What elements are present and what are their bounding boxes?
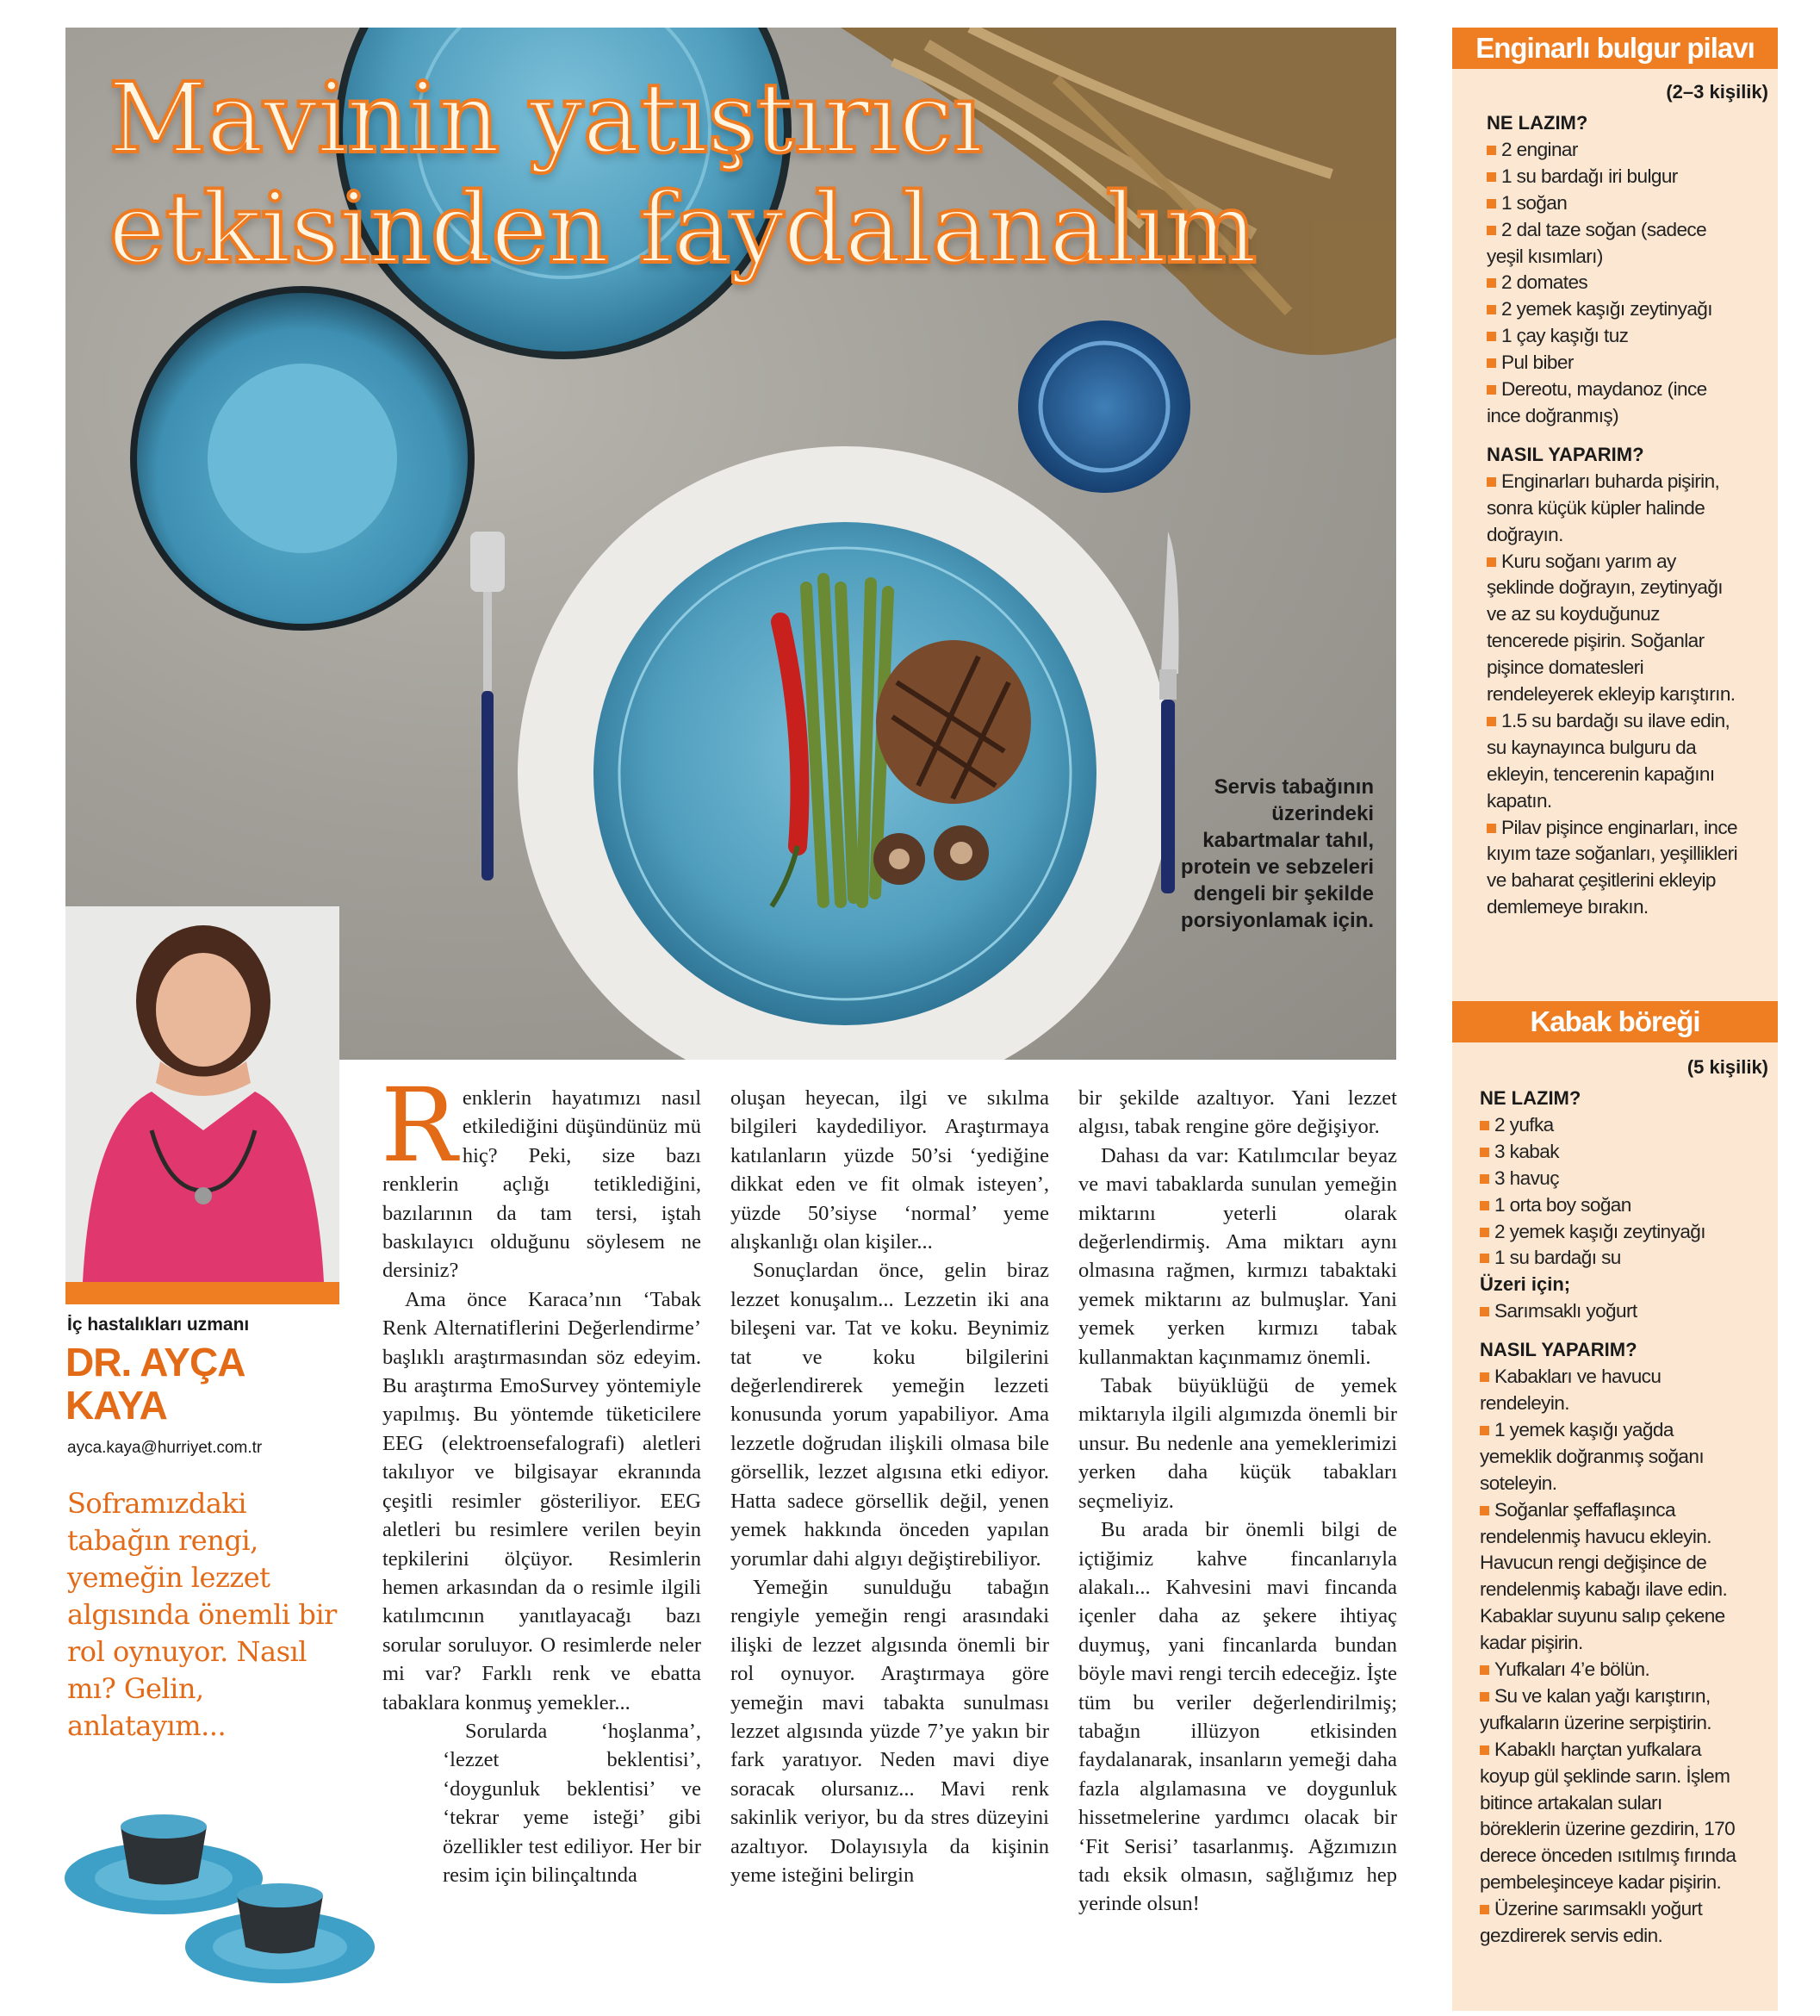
ingredient-item: 2 enginar — [1487, 137, 1745, 164]
step-item: Üzerine sarımsaklı yoğurt gezdirerek servis edin. — [1480, 1898, 1703, 1947]
article-column-2 — [730, 1084, 1049, 1889]
ingredient-item: 1 su bardağı su — [1480, 1245, 1738, 1272]
author-name: DR. AYÇA KAYA — [65, 1340, 244, 1428]
article-paragraph: Sonuçlardan önce, gelin biraz lezzet konuşalım... Lezzetin iki ana bileşeni var. Tat ve koku. Beynimiz tat ve koku bilgilerini değerlendirerek yemeğin lezzeti konusunda yorum yapabiliyor. Ama lezzetle doğrudan ilişkili olmasa bile görsellik, lezzet algısına etki ediyor. Hatta sadece görsellik değil, yenen yemek hakkında önceden yapılan yorumlar dahi algıyı değiştirebiliyor. — [730, 1259, 1049, 1571]
bullet-icon — [1487, 824, 1496, 833]
blue-glass — [1018, 320, 1190, 493]
bullet-icon — [1480, 1307, 1489, 1316]
recipe-2-servings: (5 kişilik) — [1686, 1056, 1768, 1078]
step-item: Kuru soğanı yarım ay şeklinde doğrayın, zeytinyağı ve az su koyduğunuz tencerede pişirin. Soğanlar pişince domatesleri rendeleyerek ekleyip karıştırın. — [1487, 550, 1736, 706]
bullet-icon — [1480, 1121, 1489, 1130]
ingredient-item: 1 su bardağı iri bulgur — [1487, 164, 1745, 190]
ingredient-item: 1 orta boy soğan — [1480, 1192, 1738, 1219]
ingredient-item: 3 kabak — [1480, 1139, 1738, 1166]
step-item: Enginarları buharda pişirin, sonra küçük küpler halinde doğrayın. — [1487, 470, 1720, 545]
bullet-icon — [1487, 557, 1496, 567]
blue-cups-photo — [60, 1775, 379, 2007]
bullet-icon — [1487, 358, 1496, 368]
bullet-icon — [1480, 1506, 1489, 1515]
recipe-2-body — [1480, 1086, 1738, 1950]
step-item: Soğanlar şeffaflaşınca rendelenmiş havucu ekleyin. Havucun rengi değişince de rendelenmiş kabağı ilave edin. Kabaklar suyunu salıp çekene kadar pişirin. — [1480, 1498, 1728, 1654]
topping-heading: Üzeri için; — [1480, 1273, 1571, 1296]
ingredient-item: 1 soğan — [1487, 190, 1745, 217]
ingredients-list — [1487, 137, 1745, 430]
headline-line-2: etkisinden faydalanalım — [109, 173, 1257, 285]
drop-cap: R — [381, 1066, 457, 1185]
fork — [470, 532, 505, 880]
topping-item: Sarımsaklı yoğurt — [1480, 1298, 1738, 1325]
bullet-icon — [1480, 1254, 1489, 1263]
article-paragraph: Sorularda ‘hoşlanma’, ‘lezzet beklentisi’, ‘doygunluk beklentisi’ ve ‘tekrar yeme isteği’ gibi özellikler test ediliyor. Her bir resim için bilinçaltında — [443, 1719, 701, 1887]
intro-blurb: Soframızdaki tabağın rengi, yemeğin lezzet algısında önemli bir rol oynuyor. Nasıl mı? Gelin, anlatayım... — [67, 1487, 337, 1742]
article-paragraph: Tabak büyüklüğü de yemek miktarıyla ilgili algımızda önemli bir unsur. Bu nedenle ana yemeklerimizi yerken daha küçük tabakları seçmeliyiz. — [1078, 1374, 1397, 1513]
author-accent-bar — [65, 1282, 339, 1304]
ingredient-item: 2 yemek kaşığı zeytinyağı — [1487, 296, 1745, 323]
bullet-icon — [1487, 278, 1496, 288]
bullet-icon — [1480, 1228, 1489, 1237]
bullet-icon — [1480, 1426, 1489, 1435]
ingredients-heading: NE LAZIM? — [1480, 1087, 1581, 1109]
article-paragraph: oluşan heyecan, ilgi ve sıkılma bilgileri kaydediliyor. Araştırmaya katılanların yüzde 50’si ‘yediğine dikkat eden ve fit olmak isteyen’, yüzde 50’siyse ‘normal’ yeme alışkanlığı olan kişiler... — [730, 1086, 1049, 1254]
bullet-icon — [1487, 199, 1496, 208]
ingredients-list — [1480, 1112, 1738, 1272]
bullet-icon — [1487, 146, 1496, 155]
author-role: İç hastalıkları uzmanı — [67, 1315, 250, 1335]
article-paragraph: Renklerin hayatımızı nasıl etkilediğini düşündünüz mü hiç? Peki, size bazı renklerin açlığı tetiklediğini, bazılarının da tam tersi, iştah baskılayıcı olduğunu söylesem ne dersiniz? — [381, 1066, 701, 1283]
bullet-icon — [1480, 1174, 1489, 1184]
headline-line-1: Mavinin yatıştırıcı — [109, 63, 983, 175]
headline — [109, 64, 1256, 284]
bullet-icon — [1487, 332, 1496, 341]
article-column-1 — [381, 1066, 701, 1889]
recipe-1-body — [1487, 110, 1745, 921]
ingredient-item: 2 dal taze soğan (sadece yeşil kısımları) — [1487, 218, 1707, 267]
topping-list — [1480, 1298, 1738, 1325]
bullet-icon — [1487, 305, 1496, 314]
step-item: Pilav pişince enginarları, ince kıyım taze soğanları, yeşillikleri ve baharat çeşitlerini ekleyip demlemeye bırakın. — [1487, 816, 1738, 918]
ingredient-item: 1 çay kaşığı tuz — [1487, 323, 1745, 350]
recipe-2-title: Kabak böreği — [1452, 1001, 1778, 1042]
step-item: Kabakları ve havucu rendeleyin. — [1480, 1366, 1662, 1414]
article-paragraph: Yemeğin sunulduğu tabağın rengiyle yemeğin rengi arasındaki ilişki de lezzet algısında önemli bir rol oynuyor. Araştırmaya göre yemeğin mavi tabakta sunulması lezzet algısında yüzde 7’ye yakın bir fark yaratıyor. Neden mavi diye soracak olursanız... Mavi renk sakinlik veriyor, bu da stres düzeyini azaltıyor. Dolayısıyla da kişinin yeme isteğini belirgin — [730, 1575, 1049, 1887]
bullet-icon — [1480, 1692, 1489, 1702]
recipe-1-title: Enginarlı bulgur pilavı — [1452, 28, 1778, 69]
step-item: Su ve kalan yağı karıştırın, yufkaların üzerine serpiştirin. — [1480, 1684, 1711, 1733]
ingredient-item: 2 yemek kaşığı zeytinyağı — [1480, 1219, 1738, 1246]
article-paragraph: Bu arada bir önemli bilgi de içtiğimiz kahve fincanlarıyla alakalı... Kahvesini mavi fincanda içenler daha az şekere ihtiyaç duymuş, yani fincanlarda bundan böyle mavi rengi tercih edeceğiz. İşte tüm bu veriler değerlendirilmiş; tabağın illüzyon etkisinden faydalanarak, insanların yemeği daha fazla algılamasına ve doygunluk hissetmelerine yardımcı olacak bir ‘Fit Serisi’ tasarlanmış. Ağzımızın tadı eksik olmasın, sağlığımız hep yerinde olsun! — [1078, 1518, 1397, 1916]
hero-photo — [65, 28, 1396, 1060]
step-item: 1.5 su bardağı su ilave edin, su kaynayınca bulguru da ekleyin, tencerenin kapağını kapatın. — [1487, 709, 1730, 812]
ingredient-item: 2 yufka — [1480, 1112, 1738, 1139]
bullet-icon — [1487, 172, 1496, 182]
ingredient-item: 2 domates — [1487, 270, 1745, 296]
bullet-icon — [1480, 1148, 1489, 1157]
ingredient-item: Dereotu, maydanoz (ince ince doğranmış) — [1487, 378, 1707, 426]
bullet-icon — [1480, 1201, 1489, 1210]
bullet-icon — [1480, 1665, 1489, 1675]
step-item: Kabaklı harçtan yufkalara koyup gül şeklinde sarın. İşlem bitince artakalan suları böreklerin üzerine gezdirin, 170 derece önceden ısıtılmış fırında pembeleşinceye kadar pişirin. — [1480, 1738, 1736, 1894]
author-email[interactable]: ayca.kaya@hurriyet.com.tr — [67, 1439, 263, 1457]
bullet-icon — [1480, 1372, 1489, 1382]
bullet-icon — [1480, 1745, 1489, 1755]
recipe-1-servings: (2–3 kişilik) — [1666, 81, 1768, 103]
article-paragraph: Dahası da var: Katılımcılar beyaz ve mavi tabaklarda sunulan yemeğin miktarını yeterli olarak değerlendirmiş. Ama miktarı aynı olmasına rağmen, kırmızı tabaktaki yemek miktarını az bulmuşlar. Yani yemek yerken kırmızı tabak kullanmaktan kaçınmamız önemli. — [1078, 1143, 1397, 1369]
bullet-icon — [1487, 717, 1496, 726]
author-photo — [65, 906, 339, 1282]
step-item: 1 yemek kaşığı yağda yemeklik doğranmış soğanı soteleyin. — [1480, 1418, 1705, 1494]
bullet-icon — [1487, 477, 1496, 487]
steps-heading: NASIL YAPARIM? — [1480, 1339, 1637, 1361]
article-column-3 — [1078, 1084, 1397, 1919]
ingredient-item: Pul biber — [1487, 350, 1745, 376]
article-paragraph: Ama önce Karaca’nın ‘Tabak Renk Alternatiflerini Değerlendirme’ başlıklı araştırmasından söz edeyim. Bu araştırma EmoSurvey yöntemiyle yapılmış. Bu yöntemde tüketicilere EEG (elektroensefalografi) aletleri takılıyor ve bilgisayar ekranında çeşitli resimler gösteriliyor. EEG aletleri bu resimlere verilen beyin tepkilerini ölçüyor. Resimlerin hemen arkasından da o resimle ilgili katılımcının yanıtlayacağı bazı sorular soruluyor. O resimlerde neler mi var? Farklı renk ve ebatta tabaklara konmuş yemekler... — [382, 1287, 701, 1714]
bullet-icon — [1487, 226, 1496, 235]
steps-list — [1480, 1364, 1738, 1950]
ingredient-item: 3 havuç — [1480, 1166, 1738, 1192]
ingredients-heading: NE LAZIM? — [1487, 112, 1588, 134]
steps-list — [1487, 469, 1745, 921]
article-paragraph: bir şekilde azaltıyor. Yani lezzet algısı, tabak rengine göre değişiyor. — [1078, 1086, 1397, 1139]
steps-heading: NASIL YAPARIM? — [1487, 443, 1644, 465]
step-item: Yufkaları 4’e bölün. — [1480, 1657, 1738, 1683]
photo-caption: Servis tabağının üzerindeki kabartmalar tahıl, protein ve sebzeleri dengeli bir şekilde porsiyonlamak için. — [1180, 775, 1374, 932]
bullet-icon — [1480, 1905, 1489, 1914]
bullet-icon — [1487, 385, 1496, 395]
